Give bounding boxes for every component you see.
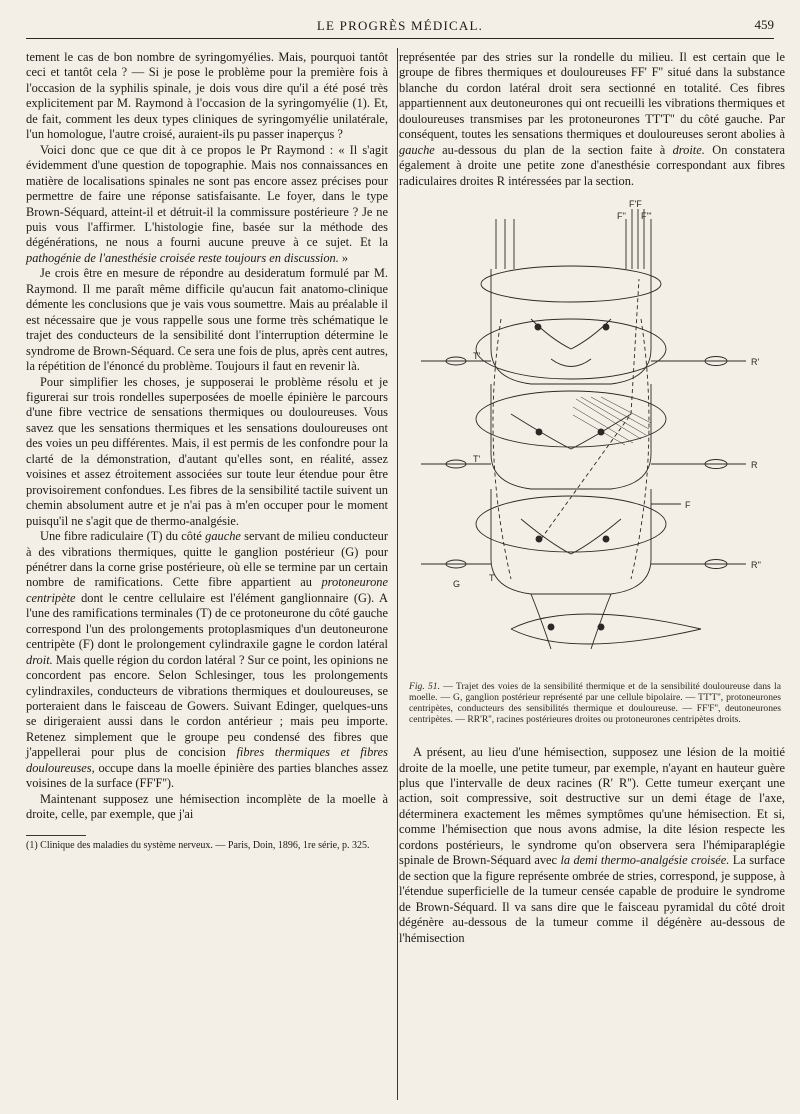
figure-label: G — [453, 579, 461, 590]
footnote: (1) Clinique des maladies du système nerveux. — Paris, Doin, 1896, 1re série, p. 325. — [26, 839, 370, 851]
page-number: 459 — [754, 17, 774, 32]
figure-label: F'F — [629, 199, 642, 210]
column-divider — [397, 48, 398, 1100]
figure-label: T' — [473, 454, 481, 465]
paragraph: tement le cas de bon nombre de syringomyélies. Mais, pourquoi tantôt ceci et tantôt cela ? — Si je pose le problème pour la première fois à l'occasion de la syphilis spinale, je dois vous dire qu'il a été posé très explicitement par M. Raymond à l'occasion de la syringomyélie (1). Et, de fait, comment les deux types cliniques de syringomyélie unilatérale, l'un homologue, l'autre croisé, auraient-ils pu passer inaperçus ? — [26, 50, 388, 142]
figure-label: R'' — [751, 560, 761, 571]
footnote-divider — [26, 835, 86, 836]
paragraph: représentée par des stries sur la rondelle du milieu. Il est certain que le groupe de fibres thermiques et douloureuses FF' F'' situé dans la substance blanche du cordon latéral droit sera sectionné en totalité. Ces fibres appartiennent aux deutoneurones qui ont recueilli les vibrations thermiques et douloureuses transmises par les protoneurones TT'T'' du côté gauche. Par conséquent, toutes les sensations thermiques et douloureuses seront abolies à gauche au-dessous du plan de la section faite à droite. On constatera également à droite une petite zone d'anesthésie correspondant aux fibres radiculaires droites R intéressées par la section. — [399, 50, 785, 188]
spinal-cord-figure — [401, 199, 781, 679]
neuron-cell — [598, 624, 604, 630]
figure-label: T — [489, 573, 495, 584]
italic-text: la demi thermo-analgésie croisée. — [560, 853, 730, 868]
spinal-cord-diagram — [401, 199, 781, 679]
italic-text: protoneurone centripète — [26, 575, 388, 605]
middle-segment-outline — [491, 384, 651, 489]
dashed-pathway — [631, 319, 649, 579]
italic-text: fibres thermiques et fibres douloureuses, — [26, 745, 388, 775]
italic-text: gauche — [205, 529, 241, 544]
paragraph: Voici donc que ce que dit à ce propos le Pr Raymond : « Il s'agit évidemment d'une question de topographie. Mais nos connaissances en matière de localisations spinales ne sont pas encore assez précises pour permettre de faire une réponse satisfaisante. Le foyer, dans le type Brown-Séquard, atteint-il et détruit-il la commissure postérieure ? Je ne puis vous l'affirmer. L'histologie fine, basée sur la méthode des dégénérations, ne nous a fourni aucune preuve à ce sujet. Et la pathogénie de l'anesthésie croisée reste toujours en discussion. » — [26, 142, 388, 265]
right-column — [399, 50, 785, 946]
figure-label: R — [751, 460, 758, 471]
figure-label: R' — [751, 357, 760, 368]
grey-matter — [531, 319, 611, 349]
neuron-cell — [603, 324, 609, 330]
bottom-fibre — [511, 629, 701, 644]
italic-text: pathogénie de l'anesthésie croisée reste toujours en discussion. — [26, 250, 339, 265]
upper-disc-top — [481, 266, 661, 302]
paragraph: Maintenant supposez une hémisection incomplète de la moelle à droite, celle, par exemple, que j'ai — [26, 791, 388, 822]
lower-segment-outline — [491, 489, 651, 594]
neuron-cell — [603, 536, 609, 542]
journal-title: LE PROGRÈS MÉDICAL. — [316, 18, 484, 33]
italic-text: gauche — [399, 142, 435, 157]
neuron-cell — [535, 324, 541, 330]
paragraph: Une fibre radiculaire (T) du côté gauche servant de milieu conducteur à des vibrations thermiques, quitte le ganglion postérieur (G) pour pénétrer dans la corne grise postérieure, où elle se termine par un certain nombre de ramifications. Cette fibre appartient au protoneurone centripète dont le centre cellulaire est l'élément ganglionnaire (G). A l'une des ramifications terminales (T) de ce protoneurone du côté gauche correspond l'un des prolongements protoplasmiques d'un deutoneurone centripète (F) dont le prolongement cylindraxile gagne le cordon latéral droit. Mais quelle région du cordon latéral ? Sur ce point, les opinions ne concordent pas encore. Selon Schlesinger, tous les prolongements cylindraxiles, conducteurs de vibrations thermiques et douloureuses, se porteraient dans le faisceau de Gowers. Suivant Edinger, quelques-uns se dirigeraient aussi dans le cordon antérieur ; mais peu importe. Retenez simplement que le groupe peu condensé des fibres que j'appellerai pour plus de concision fibres thermiques et fibres douloureuses, occupe dans la moelle épinière des parties blanches assez voisines de la surface (FF'F''). — [26, 529, 388, 791]
neuron-cell — [536, 429, 542, 435]
grey-matter — [511, 414, 631, 449]
figure-label: F — [685, 500, 691, 511]
italic-text: droit. — [26, 652, 53, 667]
figure-label: F''' — [641, 211, 652, 222]
middle-disc — [476, 391, 666, 447]
left-column — [26, 50, 388, 852]
grey-matter — [551, 359, 591, 367]
neuron-cell — [598, 429, 604, 435]
italic-text: droite. — [672, 142, 705, 157]
paragraph: Je crois être en mesure de répondre au desideratum formulé par M. Raymond. Il me paraît même difficile qu'aucun fait anatomo-clinique démente les conclusions que je vais vous soumettre. Mais au préalable il est nécessaire que je vous rappelle sous une forme très schématique le trajet des conducteurs de la sensibilité dont l'interruption détermine le syndrome de Brown-Séquard. Ce sera une fois de plus, après cent autres, la répétition de l'énoncé du problème. Toujours il faut en revenir là. — [26, 266, 388, 374]
bottom-fibre — [591, 594, 611, 649]
lower-disc — [476, 496, 666, 552]
neuron-cell — [548, 624, 554, 630]
hatching — [573, 397, 651, 445]
paragraph: Pour simplifier les choses, je supposerai le problème résolu et je figurerai sur trois rondelles superposées de moelle épinière le parcours d'une fibre vectrice de sensations thermiques ou douloureuses. Vous savez que les sensations thermiques et les sensations douloureuses ont des voies un peu différentes. Mais, il est permis de les confondre pour la clarté de la démonstration, d'autant qu'elles sont, en réalité, assez voisines et assez étroitement associées sur toute leur étendue pour être provisoirement confondues. Les fibres de la sensibilité tactile suivent un chemin absolument autre et je n'ai pas à m'en occuper pour le moment puisqu'il ne s'agit que de thermo-analgésie. — [26, 374, 388, 528]
figure-label: T' — [473, 351, 481, 362]
dashed-pathway — [493, 319, 511, 579]
figure-caption: Fig. 51. — Trajet des voies de la sensibilité thermique et de la sensibilité douloureuse dans la moelle. — G, ganglion postérieur représenté par une cellule bipolaire. — TT'T'', protoneurones centripètes, conducteurs des sensibilités thermique et douloureuse. — FF'F'', deutoneurones centripètes. — RR'R'', racines postérieures droites ou protoneurones centripètes droits. — [409, 681, 781, 726]
page-header — [26, 14, 774, 39]
paragraph: A présent, au lieu d'une hémisection, supposez une lésion de la moitié droite de la moelle, une petite tumeur, par exemple, n'ayant en hauteur guère plus que l'intervalle de deux racines (R' R''). Cette tumeur exerçant une action, soit compressive, soit destructive sur un demi étage de l'axe, déterminera exactement les mêmes symptômes qu'une hémisection. Et si, comme l'hémisection que nous avons admise, la dite lésion respecte les cordons postérieurs, le syndrome qu'on observera sera l'hémiparaplégie spinale de Brown-Séquard avec la demi thermo-analgésie croisée. La surface de section que la figure représente ombrée de stries, correspond, je suppose, à l'étendue superficielle de la tumeur censée capable de produire le syndrome de Brown-Séquard. Il va sans dire que le faisceau pyramidal du côté droit dégénère au-dessous de la tumeur comme il dégénère au-dessous de l'hémisection — [399, 745, 785, 945]
figure-label: F'' — [617, 211, 626, 222]
